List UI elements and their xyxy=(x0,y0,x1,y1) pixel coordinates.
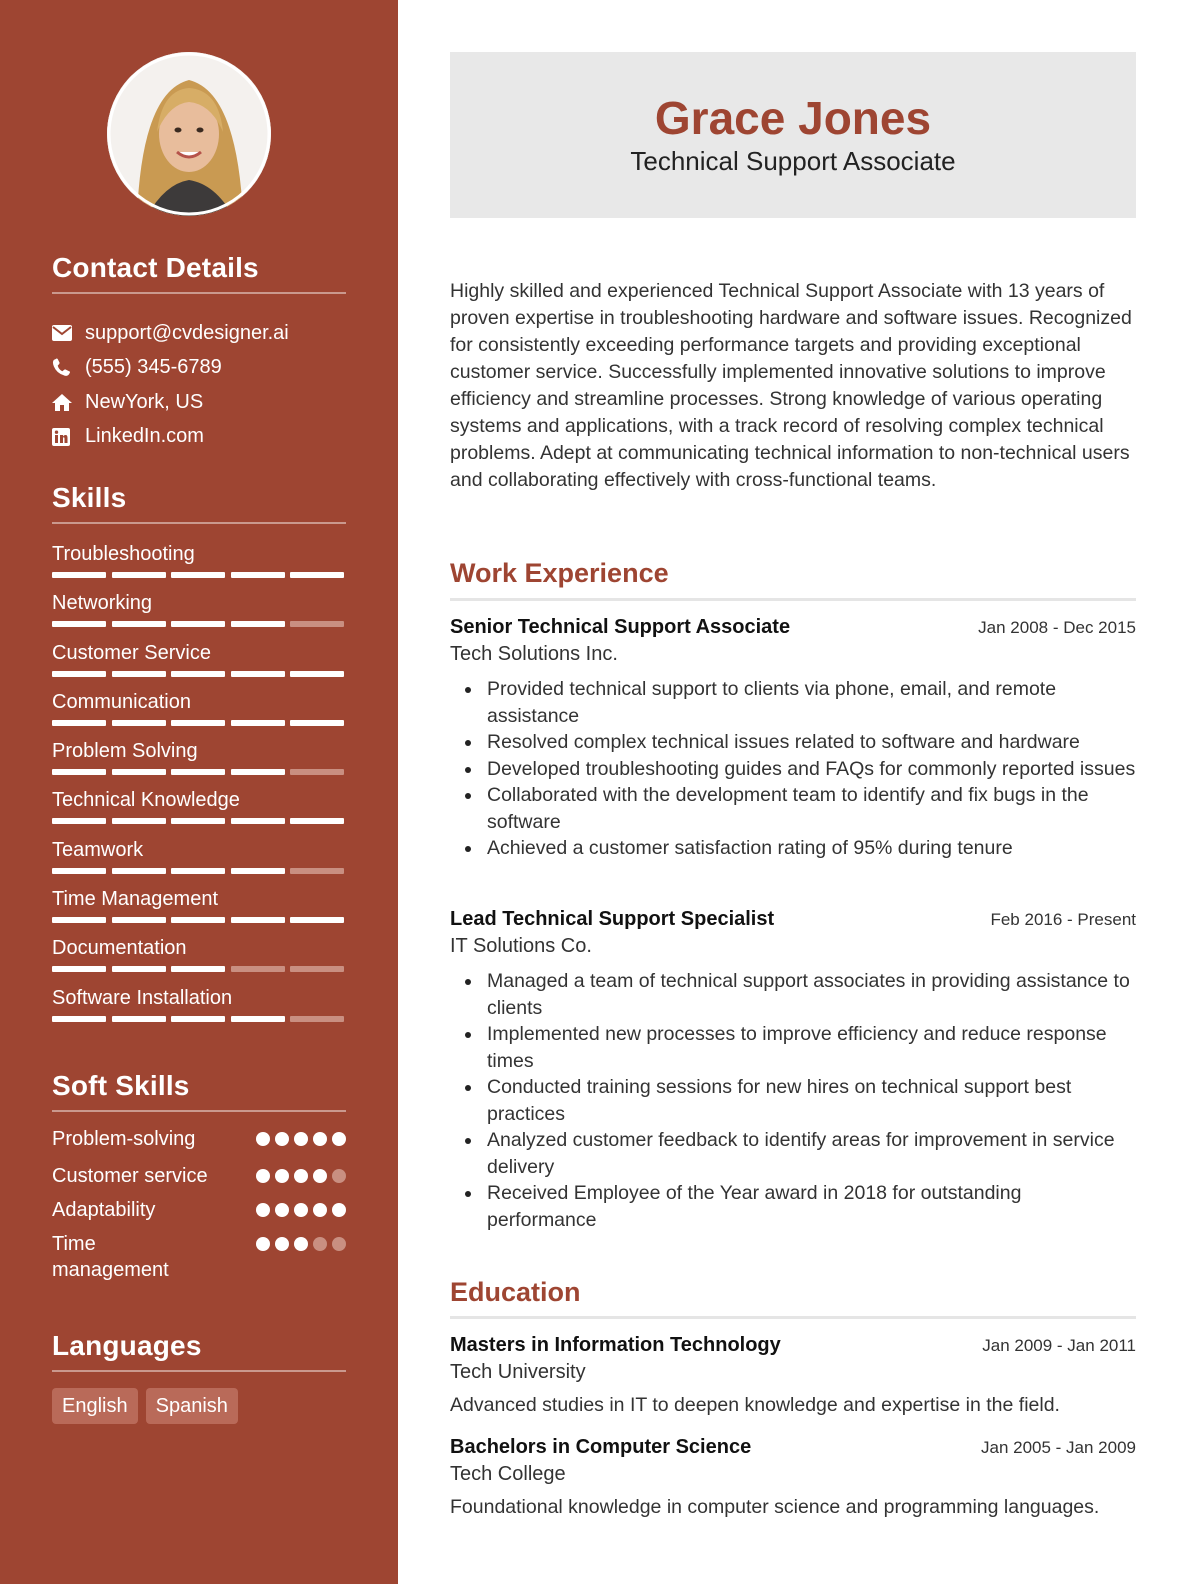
skill-level-segment xyxy=(290,868,344,874)
skill-level-bar xyxy=(52,818,344,824)
job-title: Lead Technical Support Specialist xyxy=(450,908,775,930)
skill-item xyxy=(52,737,346,786)
soft-skill-rating xyxy=(256,1163,346,1183)
skill-level-segment xyxy=(171,917,225,923)
candidate-role: Technical Support Associate xyxy=(630,146,956,176)
skill-label: Problem Solving xyxy=(52,740,198,763)
skill-level-segment xyxy=(52,868,106,874)
education-entry xyxy=(450,1334,1136,1419)
contact-linkedin-text: LinkedIn.com xyxy=(85,425,204,448)
skill-item xyxy=(52,885,346,934)
rating-dot xyxy=(256,1203,270,1217)
skill-level-segment xyxy=(290,917,344,923)
job-bullet: Conducted training sessions for new hires on technical support best practices xyxy=(450,1074,1136,1127)
rating-dot xyxy=(332,1132,346,1146)
skill-level-segment xyxy=(171,671,225,677)
skill-level-segment xyxy=(171,966,225,972)
soft-skills-divider xyxy=(52,1110,346,1112)
contact-list xyxy=(52,316,352,454)
skill-level-segment xyxy=(231,917,285,923)
skill-level-segment xyxy=(52,720,106,726)
skill-level-segment xyxy=(290,1016,344,1022)
skill-label: Networking xyxy=(52,592,153,615)
job-entry xyxy=(450,616,1136,862)
skill-level-segment xyxy=(112,868,166,874)
soft-skill-item xyxy=(52,1231,346,1291)
job-bullet: Received Employee of the Year award in 2018 for outstanding performance xyxy=(450,1180,1136,1233)
education-dates: Jan 2005 - Jan 2009 xyxy=(980,1438,1136,1457)
skill-level-segment xyxy=(231,572,285,578)
skill-level-segment xyxy=(171,720,225,726)
skill-level-segment xyxy=(112,671,166,677)
rating-dot xyxy=(313,1203,327,1217)
soft-skill-label: Problem-solving xyxy=(52,1128,196,1150)
contact-linkedin[interactable] xyxy=(52,420,352,455)
skill-level-bar xyxy=(52,769,344,775)
skill-level-segment xyxy=(52,818,106,824)
rating-dot xyxy=(275,1169,289,1183)
skill-level-segment xyxy=(112,621,166,627)
rating-dot xyxy=(275,1237,289,1251)
languages-divider xyxy=(52,1370,346,1372)
contact-phone[interactable] xyxy=(52,351,352,386)
profile-summary: Highly skilled and experienced Technical Support Associate with 13 years of proven expertise in troubleshooting hardware and software issues. Recognized for consistently exceeding performance targets and providing exceptional customer service. Successfully implemented innovative solutions to improve efficiency and streamline processes. Strong knowledge of various operating systems and applications, with a track record of resolving complex technical problems. Adept at communicating technical information to non-technical users and collaborating effectively with cross-functional teams. xyxy=(450,280,1132,491)
contact-location-text: NewYork, US xyxy=(85,390,204,413)
contact-heading: Contact Details xyxy=(52,252,259,283)
job-bullet: Developed troubleshooting guides and FAQs for commonly reported issues xyxy=(450,756,1136,783)
soft-skill-label: Adaptability xyxy=(52,1199,156,1221)
skill-level-segment xyxy=(290,720,344,726)
work-divider xyxy=(450,598,1136,601)
rating-dot xyxy=(294,1169,308,1183)
skill-level-bar xyxy=(52,868,344,874)
skill-level-segment xyxy=(290,671,344,677)
skill-level-segment xyxy=(52,1016,106,1022)
skill-level-segment xyxy=(290,769,344,775)
rating-dot xyxy=(294,1203,308,1217)
candidate-name: Grace Jones xyxy=(654,92,932,144)
rating-dot xyxy=(313,1169,327,1183)
contact-email-text: support@cvdesigner.ai xyxy=(85,321,289,344)
job-bullet: Managed a team of technical support associates in providing assistance to clients xyxy=(450,968,1136,1021)
phone-icon xyxy=(52,358,85,377)
rating-dot xyxy=(294,1132,308,1146)
skill-level-segment xyxy=(112,572,166,578)
job-bullet: Analyzed customer feedback to identify areas for improvement in service delivery xyxy=(450,1127,1136,1180)
skill-level-bar xyxy=(52,720,344,726)
skill-item xyxy=(52,688,346,737)
skill-level-segment xyxy=(52,966,106,972)
rating-dot xyxy=(275,1203,289,1217)
skill-level-segment xyxy=(231,1016,285,1022)
skill-label: Time Management xyxy=(52,888,218,911)
soft-skill-rating xyxy=(256,1126,346,1146)
skill-level-segment xyxy=(171,818,225,824)
job-company: IT Solutions Co. xyxy=(450,935,592,957)
rating-dot xyxy=(313,1237,327,1251)
linkedin-icon xyxy=(52,428,85,446)
skill-item xyxy=(52,786,346,835)
degree-title: Bachelors in Computer Science xyxy=(450,1436,752,1458)
soft-skill-item xyxy=(52,1163,346,1197)
skill-item xyxy=(52,589,346,638)
soft-skill-label: Time management xyxy=(52,1233,169,1281)
education-divider xyxy=(450,1316,1136,1319)
language-tag: English xyxy=(52,1388,138,1424)
school-name: Tech College xyxy=(450,1463,566,1485)
skills-heading: Skills xyxy=(52,482,127,513)
job-bullet: Collaborated with the development team to identify and fix bugs in the software xyxy=(450,782,1136,835)
job-bullet: Resolved complex technical issues related to software and hardware xyxy=(450,729,1136,756)
skill-level-bar xyxy=(52,621,344,627)
skill-level-segment xyxy=(52,621,106,627)
skill-level-segment xyxy=(52,917,106,923)
sidebar xyxy=(0,0,398,1584)
skill-level-bar xyxy=(52,917,344,923)
skill-level-segment xyxy=(290,621,344,627)
soft-skill-rating xyxy=(256,1197,346,1217)
rating-dot xyxy=(313,1132,327,1146)
job-entry xyxy=(450,908,1136,1233)
job-bullet: Implemented new processes to improve efficiency and reduce response times xyxy=(450,1021,1136,1074)
skill-level-segment xyxy=(112,917,166,923)
skill-level-segment xyxy=(52,671,106,677)
skills-list xyxy=(52,540,346,1033)
job-dates: Feb 2016 - Present xyxy=(990,910,1136,929)
languages-heading: Languages xyxy=(52,1330,202,1361)
skill-level-segment xyxy=(231,769,285,775)
skill-level-segment xyxy=(52,572,106,578)
skill-label: Technical Knowledge xyxy=(52,789,240,812)
skill-level-bar xyxy=(52,1016,344,1022)
rating-dot xyxy=(332,1203,346,1217)
skill-level-segment xyxy=(171,572,225,578)
home-icon xyxy=(52,394,85,411)
skill-level-segment xyxy=(231,818,285,824)
envelope-icon xyxy=(52,325,85,341)
skill-level-segment xyxy=(171,868,225,874)
rating-dot xyxy=(294,1237,308,1251)
rating-dot xyxy=(256,1169,270,1183)
skill-level-segment xyxy=(231,966,285,972)
soft-skill-label: Customer service xyxy=(52,1165,208,1187)
skill-item xyxy=(52,836,346,885)
school-name: Tech University xyxy=(450,1361,586,1383)
education-description: Advanced studies in IT to deepen knowledge and expertise in the field. xyxy=(450,1394,1060,1416)
skill-item xyxy=(52,540,346,589)
skill-level-bar xyxy=(52,671,344,677)
rating-dot xyxy=(332,1237,346,1251)
job-title: Senior Technical Support Associate xyxy=(450,616,791,638)
skill-label: Troubleshooting xyxy=(52,543,195,565)
skill-level-segment xyxy=(231,671,285,677)
skill-level-bar xyxy=(52,966,344,972)
skill-label: Documentation xyxy=(52,937,187,960)
skill-level-segment xyxy=(112,769,166,775)
contact-location xyxy=(52,385,352,420)
header-box xyxy=(450,52,1136,218)
skill-level-bar xyxy=(52,572,344,578)
job-bullets xyxy=(450,968,1136,1233)
contact-phone-text: (555) 345-6789 xyxy=(85,356,222,379)
education-dates: Jan 2009 - Jan 2011 xyxy=(982,1336,1136,1355)
skill-level-segment xyxy=(231,621,285,627)
skill-label: Software Installation xyxy=(52,986,233,1009)
job-bullet: Provided technical support to clients via phone, email, and remote assistance xyxy=(450,676,1136,729)
skill-item xyxy=(52,934,346,983)
languages-list xyxy=(52,1388,238,1424)
work-heading: Work Experience xyxy=(450,558,669,588)
skill-level-segment xyxy=(112,818,166,824)
skills-divider xyxy=(52,522,346,524)
skill-item xyxy=(52,639,346,688)
profile-photo xyxy=(107,52,271,216)
skill-level-segment xyxy=(231,720,285,726)
degree-title: Masters in Information Technology xyxy=(450,1334,781,1356)
skill-label: Teamwork xyxy=(52,838,144,861)
soft-skill-item xyxy=(52,1126,346,1163)
skill-level-segment xyxy=(290,966,344,972)
rating-dot xyxy=(275,1132,289,1146)
education-entry xyxy=(450,1436,1136,1521)
skill-level-segment xyxy=(171,621,225,627)
soft-skills-list xyxy=(52,1126,346,1291)
skill-item xyxy=(52,984,346,1033)
contact-email[interactable] xyxy=(52,316,352,351)
skill-level-segment xyxy=(290,818,344,824)
rating-dot xyxy=(332,1169,346,1183)
skill-level-segment xyxy=(231,868,285,874)
contact-divider xyxy=(52,292,346,294)
job-company: Tech Solutions Inc. xyxy=(450,643,618,665)
skill-level-segment xyxy=(290,572,344,578)
rating-dot xyxy=(256,1132,270,1146)
soft-skill-item xyxy=(52,1197,346,1231)
skill-label: Customer Service xyxy=(52,641,211,664)
job-bullets xyxy=(450,676,1136,862)
language-tag: Spanish xyxy=(146,1388,238,1424)
job-bullet: Achieved a customer satisfaction rating of 95% during tenure xyxy=(450,835,1136,862)
skill-level-segment xyxy=(112,720,166,726)
skill-level-segment xyxy=(52,769,106,775)
soft-skill-rating xyxy=(256,1231,346,1251)
education-heading: Education xyxy=(450,1277,581,1307)
skill-level-segment xyxy=(112,966,166,972)
soft-skills-heading: Soft Skills xyxy=(52,1070,190,1101)
education-description: Foundational knowledge in computer science and programming languages. xyxy=(450,1496,1100,1518)
skill-level-segment xyxy=(171,1016,225,1022)
rating-dot xyxy=(256,1237,270,1251)
job-dates: Jan 2008 - Dec 2015 xyxy=(978,618,1136,637)
skill-label: Communication xyxy=(52,690,191,713)
skill-level-segment xyxy=(112,1016,166,1022)
skill-level-segment xyxy=(171,769,225,775)
